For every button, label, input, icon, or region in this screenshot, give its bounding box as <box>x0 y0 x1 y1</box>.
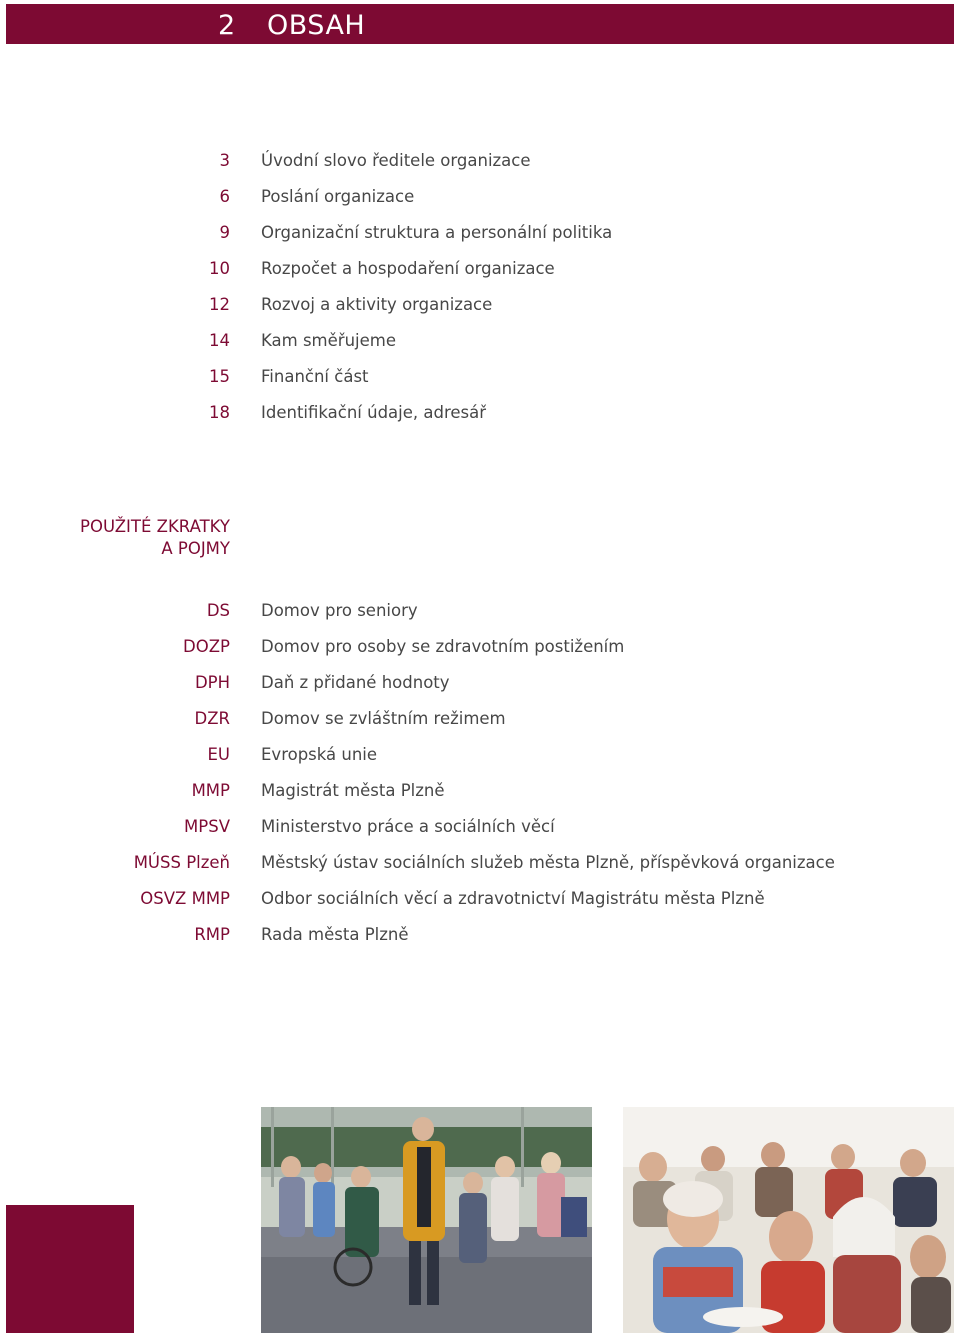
abbreviation: DS <box>206 601 230 620</box>
toc-page-number: 3 <box>219 151 230 170</box>
toc-item[interactable] <box>0 331 960 367</box>
abbreviation-item <box>0 853 960 889</box>
abbreviation: MÚSS Plzeň <box>133 853 230 872</box>
toc-page-number: 9 <box>219 223 230 242</box>
toc-item[interactable] <box>0 367 960 403</box>
decorative-accent-block <box>6 1205 134 1333</box>
toc-item[interactable] <box>0 403 960 439</box>
abbreviation: DPH <box>194 673 230 692</box>
toc-title: Identifikační údaje, adresář <box>261 403 487 422</box>
toc-title: Úvodní slovo ředitele organizace <box>261 151 531 170</box>
abbreviation-item <box>0 817 960 853</box>
toc-page-number: 10 <box>209 259 230 278</box>
abbreviation: RMP <box>194 925 230 944</box>
abbreviation-item <box>0 673 960 709</box>
abbreviation-meaning: Domov pro seniory <box>261 601 418 620</box>
abbreviations-list <box>0 601 960 961</box>
abbreviation-item <box>0 745 960 781</box>
toc-page-number: 15 <box>209 367 230 386</box>
abbreviation-meaning: Evropská unie <box>261 745 378 764</box>
abbreviation-item <box>0 709 960 745</box>
abbreviations-heading <box>80 516 230 560</box>
toc-item[interactable] <box>0 259 960 295</box>
abbreviations-heading-line2: A POJMY <box>161 539 230 558</box>
toc-title: Rozpočet a hospodaření organizace <box>261 259 555 278</box>
abbreviation: MPSV <box>184 817 230 836</box>
abbreviation-item <box>0 889 960 925</box>
abbreviation-item <box>0 637 960 673</box>
toc-title: Rozvoj a aktivity organizace <box>261 295 493 314</box>
abbreviation-meaning: Domov pro osoby se zdravotním postižením <box>261 637 625 656</box>
abbreviation: EU <box>207 745 230 764</box>
page-title: OBSAH <box>267 10 366 41</box>
abbreviation: DZR <box>194 709 230 728</box>
toc-page-number: 6 <box>219 187 230 206</box>
photo-seniors-walk <box>261 1107 592 1333</box>
chapter-number: 2 <box>218 10 236 41</box>
toc-item[interactable] <box>0 223 960 259</box>
abbreviation-meaning: Rada města Plzně <box>261 925 409 944</box>
abbreviation-meaning: Magistrát města Plzně <box>261 781 445 800</box>
abbreviation-meaning: Domov se zvláštním režimem <box>261 709 506 728</box>
abbreviation-meaning: Daň z přidané hodnoty <box>261 673 450 692</box>
abbreviation-meaning: Odbor sociálních věcí a zdravotnictví Magistrátu města Plzně <box>261 889 765 908</box>
toc-page-number: 12 <box>209 295 230 314</box>
header-bar <box>6 4 954 44</box>
abbreviation: DOZP <box>183 637 230 656</box>
toc-title: Poslání organizace <box>261 187 415 206</box>
abbreviation-item <box>0 925 960 961</box>
toc-page-number: 18 <box>209 403 230 422</box>
abbreviation-meaning: Ministerstvo práce a sociálních věcí <box>261 817 555 836</box>
photo-seniors-seated <box>623 1107 954 1333</box>
toc-item[interactable] <box>0 187 960 223</box>
abbreviation-item <box>0 781 960 817</box>
abbreviations-heading-line1: POUŽITÉ ZKRATKY <box>80 517 230 536</box>
toc-title: Finanční část <box>261 367 369 386</box>
abbreviation-meaning: Městský ústav sociálních služeb města Plzně, příspěvková organizace <box>261 853 835 872</box>
toc-item[interactable] <box>0 151 960 187</box>
toc-title: Organizační struktura a personální politika <box>261 223 613 242</box>
abbreviation-item <box>0 601 960 637</box>
table-of-contents <box>0 151 960 439</box>
toc-title: Kam směřujeme <box>261 331 396 350</box>
abbreviation: MMP <box>191 781 230 800</box>
abbreviation: OSVZ MMP <box>140 889 230 908</box>
toc-page-number: 14 <box>209 331 230 350</box>
toc-item[interactable] <box>0 295 960 331</box>
